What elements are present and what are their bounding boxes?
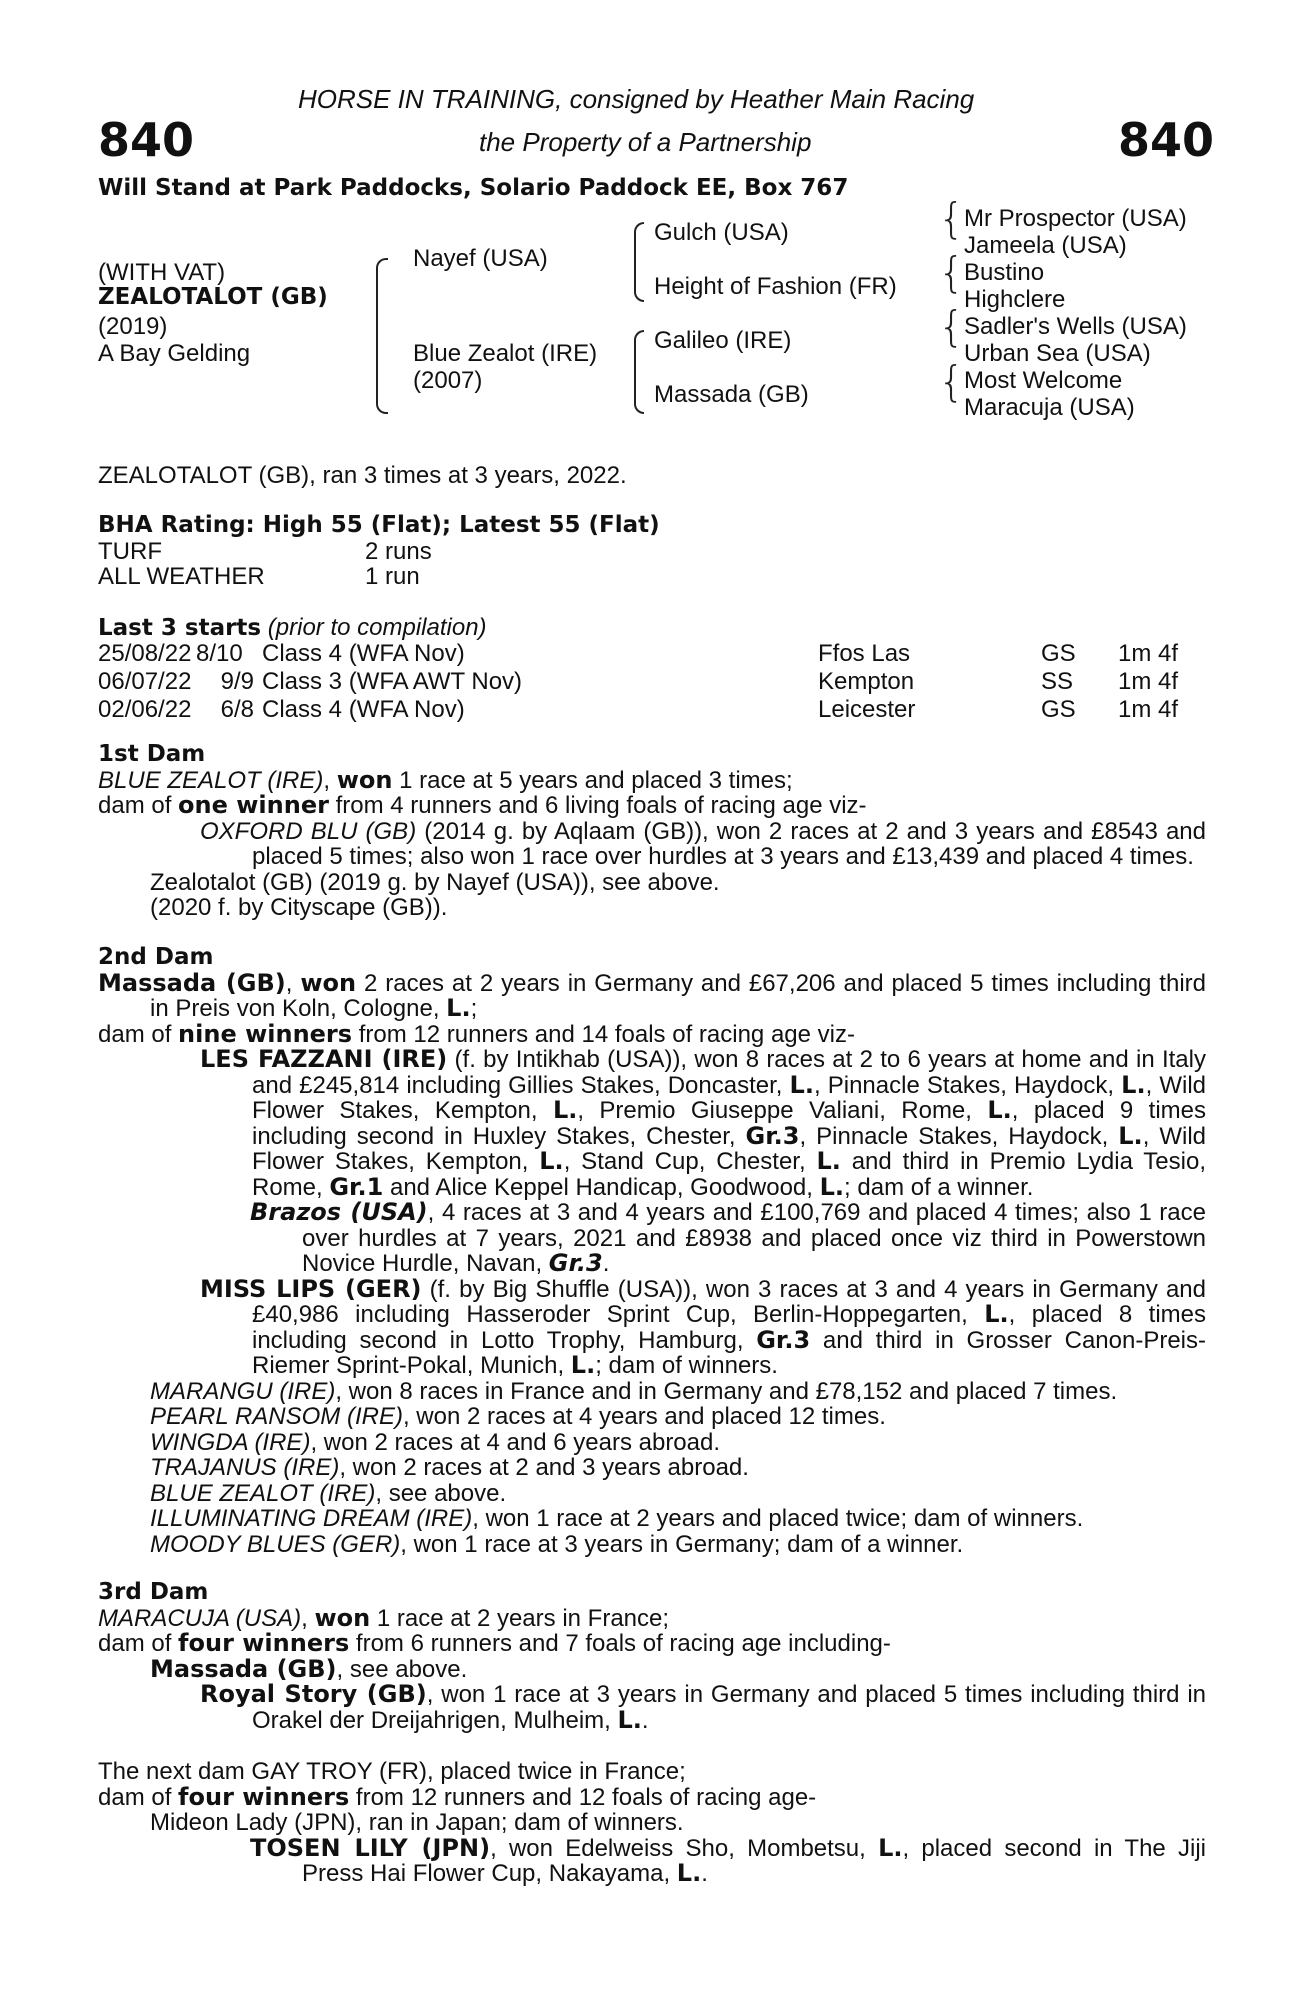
first-dam-produce-a: dam of	[98, 792, 179, 819]
second-dam-winners: nine winners	[178, 1019, 353, 1048]
produce-record: , won 2 races at 4 years and placed 12 times.	[402, 1403, 886, 1430]
produce-massada	[98, 1654, 1206, 1683]
rating-turf-label: TURF	[98, 538, 162, 565]
start-position: 9/9	[220, 668, 254, 695]
produce-zealotalot: Zealotalot (GB) (2019 g. by Nayef (USA)), see above.	[150, 868, 720, 896]
produce-brazos	[98, 1200, 1206, 1277]
pedigree-brace-2b	[634, 330, 644, 414]
produce-name: TOSEN LILY (JPN)	[250, 1833, 491, 1862]
group3-mark: Gr.3	[548, 1249, 603, 1277]
text-run: ; dam of winners.	[595, 1352, 778, 1379]
pedigree-brace-1	[376, 258, 388, 414]
text-run: , Wild Flower Stakes, Kempton,	[252, 1122, 1207, 1175]
group3-mark: Gr.3	[756, 1325, 811, 1354]
horse-year: (2019)	[98, 313, 168, 340]
pedigree-brace-3b: {	[938, 248, 965, 297]
text-run: .	[602, 1250, 610, 1277]
vat-note: (WITH VAT)	[98, 259, 226, 286]
pedigree-brace-2a	[634, 222, 644, 302]
listed-mark: L.	[539, 1147, 564, 1175]
pedigree-g3-1: Mr Prospector (USA)	[964, 205, 1187, 232]
produce-name: TRAJANUS (IRE)	[150, 1454, 340, 1481]
produce-name: MARANGU (IRE)	[150, 1377, 336, 1405]
third-dam-won: won	[314, 1603, 371, 1632]
produce-name: PEARL RANSOM (IRE)	[150, 1403, 403, 1430]
first-dam-won: won	[336, 765, 393, 794]
first-dam-winners: one winner	[178, 791, 329, 819]
last-starts-heading	[98, 614, 487, 642]
horse-description: A Bay Gelding	[98, 340, 251, 367]
produce-marangu	[98, 1379, 1206, 1405]
group1-mark: Gr.1	[329, 1172, 384, 1201]
listed-mark: L.	[617, 1705, 642, 1734]
listed-mark: L.	[1121, 1070, 1146, 1099]
next-dam-section	[98, 1759, 1206, 1887]
pedigree-g3-5: Sadler's Wells (USA)	[964, 313, 1187, 340]
pedigree-g3-4: Highclere	[964, 286, 1066, 313]
second-dam-produce-a: dam of	[98, 1020, 179, 1048]
rating-aw-label: ALL WEATHER	[98, 563, 265, 590]
produce-name: MOODY BLUES (GER)	[150, 1530, 401, 1558]
last-starts-note: (prior to compilation)	[267, 614, 487, 641]
pedigree-g3-8: Maracuja (USA)	[964, 394, 1135, 421]
pedigree-brace-3d: {	[938, 357, 965, 406]
second-dam-record: Massada (GB), won 2 races at 2 years in Germany and £67,206 and placed 5 times including third in Preis von Koln, Cologne, L.;	[98, 968, 1206, 1022]
next-dam-winners: four winners	[178, 1782, 350, 1811]
text-run: (f. by Intikhab (USA)), won 8 races at 2 to 6 years at home and in Italy and £245,814 including Gillies Stakes, Doncaster,	[252, 1046, 1206, 1099]
produce-name: Massada (GB)	[150, 1654, 337, 1683]
first-dam-name: BLUE ZEALOT (IRE)	[98, 766, 324, 794]
produce-oxford-blu	[98, 819, 1206, 870]
listed-mark: L.	[987, 1096, 1012, 1124]
produce-2020-filly: (2020 f. by Cityscape (GB)).	[150, 894, 448, 921]
pedigree-g3-3: Bustino	[964, 259, 1045, 286]
listed-mark: L.	[570, 1351, 596, 1379]
produce-record: , won 2 races at 2 and 3 years abroad.	[339, 1454, 749, 1481]
second-dam-heading: 2nd Dam	[98, 944, 214, 970]
start-row	[98, 640, 1178, 668]
first-dam-section: 1st Dam BLUE ZEALOT (IRE), won 1 race at 5 years and placed 3 times; dam of one winner from 4 runners and 6 living foals of racing age viz- OXFORD BLU (GB) (2014 g. by Aqlaam (GB)), won 2 races at 2 and 3 years and £8543 and placed 5 times; also won 1 race over hurdles at 3 years and £13,439 and placed 4 times. Zealotalot (GB) (2019 g. by Nayef (USA)), see above. (2020 f. by Cityscape (GB)).	[98, 741, 1206, 921]
produce-record: , won 2 races at 4 and 6 years abroad.	[310, 1428, 721, 1456]
produce-pearl-ransom	[98, 1404, 1206, 1430]
pedigree-dam-year: (2007)	[413, 367, 483, 394]
start-distance: 1m 4f	[1118, 696, 1179, 723]
property-line: the Property of a Partnership	[479, 127, 812, 157]
produce-record: , see above.	[375, 1479, 507, 1507]
race-summary: ZEALOTALOT (GB), ran 3 times at 3 years, 2022.	[98, 462, 627, 489]
consignment-line: HORSE IN TRAINING, consigned by Heather Main Racing	[298, 84, 975, 114]
text-run: (f. by Big Shuffle (USA)), won 3 races at 3 and 4 years in Germany and £40,986 including Hasseroder Sprint Cup, Berlin-Hoppegarten,	[252, 1275, 1207, 1328]
third-dam-produce-a: dam of	[98, 1630, 179, 1657]
start-race: Class 4 (WFA Nov)	[262, 640, 465, 667]
listed-mark: L.	[789, 1070, 814, 1099]
produce-les-fazzani	[98, 1047, 1206, 1200]
listed-mark: L.	[1118, 1121, 1143, 1150]
pedigree-brace-3c: {	[938, 302, 965, 351]
produce-name: BLUE ZEALOT (IRE)	[150, 1479, 376, 1507]
text-run: .	[701, 1860, 708, 1887]
pedigree-g3-7: Most Welcome	[964, 367, 1123, 394]
start-distance: 1m 4f	[1118, 640, 1179, 667]
text-run: , Wild Flower Stakes, Kempton,	[252, 1071, 1207, 1124]
start-course: Kempton	[818, 668, 915, 695]
produce-royal-story	[98, 1682, 1206, 1733]
pedigree-dam-sire: Galileo (IRE)	[654, 327, 792, 354]
pedigree-dam: Blue Zealot (IRE)	[413, 340, 598, 367]
start-going: SS	[1041, 668, 1074, 695]
start-position: 6/8	[220, 696, 254, 723]
start-date: 25/08/22	[98, 640, 192, 667]
text-run: , won Edelweiss Sho, Mombetsu,	[490, 1834, 879, 1862]
first-dam-heading: 1st Dam	[98, 741, 206, 767]
pedigree-dam-dam: Massada (GB)	[654, 381, 809, 408]
lot-number-left: 840	[98, 113, 195, 167]
first-dam-record: 1 race at 5 years and placed 3 times;	[392, 766, 793, 794]
listed-mark: L.	[819, 1172, 845, 1201]
listed-mark: L.	[878, 1833, 903, 1862]
horse-name: ZEALOTALOT (GB)	[98, 284, 328, 310]
produce-record: , won 1 race at 2 years and placed twice; dam of winners.	[472, 1505, 1084, 1532]
produce-name: MISS LIPS (GER)	[200, 1274, 422, 1303]
next-dam-produce-c: from 12 runners and 12 foals of racing age-	[349, 1783, 817, 1811]
produce-miss-lips	[98, 1274, 1207, 1379]
text-run: .	[641, 1706, 649, 1734]
stand-line: Will Stand at Park Paddocks, Solario Paddock EE, Box 767	[98, 175, 849, 201]
third-dam-produce-c: from 6 runners and 7 foals of racing age including-	[349, 1630, 891, 1657]
start-course: Leicester	[818, 696, 916, 723]
produce-name: Royal Story (GB)	[200, 1680, 427, 1708]
produce-mideon-lady: Mideon Lady (JPN), ran in Japan; dam of winners.	[150, 1809, 684, 1836]
last-starts-title: Last 3 starts	[98, 615, 262, 641]
third-dam-record: 1 race at 2 years in France;	[370, 1604, 670, 1632]
listed-mark: L.	[816, 1147, 841, 1175]
start-race: Class 3 (WFA AWT Nov)	[262, 668, 523, 695]
text-run: and Alice Keppel Handicap, Goodwood,	[383, 1173, 820, 1201]
produce-name: OXFORD BLU (GB)	[200, 817, 417, 845]
produce-tosen-lily	[98, 1833, 1207, 1887]
second-dam-name: Massada (GB)	[98, 968, 286, 997]
start-date: 06/07/22	[98, 668, 192, 695]
listed-mark: L.	[984, 1300, 1009, 1328]
text-run: and third in Premio Lydia Tesio, Rome,	[252, 1148, 1207, 1201]
listed-mark: L.	[446, 994, 471, 1022]
text-run: ; dam of a winner.	[844, 1173, 1034, 1201]
text-run: and third in Grosser Canon-Preis-Riemer Sprint-Pokal, Munich,	[252, 1326, 1206, 1379]
pedigree-sire-dam: Height of Fashion (FR)	[654, 273, 897, 300]
produce-trajanus	[98, 1455, 1206, 1481]
second-dam-end: ;	[470, 995, 478, 1022]
start-going: GS	[1041, 696, 1076, 723]
text-run: , won 1 race at 3 years in Germany and placed 5 times including third in Orakel der Dreijahrigen, Mulheim,	[252, 1681, 1207, 1734]
start-distance: 1m 4f	[1118, 668, 1179, 695]
produce-name: WINGDA (IRE)	[150, 1428, 311, 1456]
next-dam-produce-a: dam of	[98, 1783, 179, 1811]
listed-mark: L.	[552, 1096, 578, 1124]
start-date: 02/06/22	[98, 696, 192, 723]
produce-illuminating-dream	[98, 1506, 1206, 1532]
produce-record: (2014 g. by Aqlaam (GB)), won 2 races at 2 and 3 years and £8543 and placed 5 times; also won 1 race over hurdles at 3 years and £13,439 and placed 4 times.	[252, 817, 1206, 870]
text-run: , Stand Cup, Chester,	[563, 1148, 817, 1175]
second-dam-won: won	[300, 968, 357, 997]
first-dam-produce-c: from 4 runners and 6 living foals of racing age viz-	[328, 792, 867, 819]
start-row	[98, 696, 1178, 724]
text-run: , Pinnacle Stakes, Haydock,	[813, 1071, 1122, 1099]
third-dam-winners: four winners	[178, 1629, 350, 1657]
start-row	[98, 668, 1178, 696]
pedigree-g3-2: Jameela (USA)	[964, 232, 1127, 259]
produce-wingda	[98, 1430, 1206, 1456]
lot-number-right: 840	[1118, 113, 1215, 167]
produce-record: , see above.	[336, 1655, 468, 1683]
second-dam-produce-c: from 12 runners and 14 foals of racing age viz-	[352, 1020, 855, 1048]
next-dam-line: The next dam GAY TROY (FR), placed twice in France;	[98, 1758, 686, 1785]
pedigree-sire: Nayef (USA)	[413, 245, 548, 272]
start-course: Ffos Las	[818, 640, 911, 667]
text-run: , Premio Giuseppe Valiani, Rome,	[577, 1097, 988, 1124]
start-position: 8/10	[196, 640, 243, 667]
third-dam-section: 3rd Dam MARACUJA (USA), won 1 race at 2 years in France; dam of four winners from 6 runners and 7 foals of racing age including- Massada (GB), see above. Royal Story (GB), won 1 race at 3 years in Germany and placed 5 times including third in Orakel der Dreijahrigen, Mulheim, L..	[98, 1579, 1207, 1734]
text-run: , 4 races at 3 and 4 years and £100,769 and placed 4 times; also 1 race over hurdles at 7 years, 2021 and £8938 and placed once viz third in Powerstown Novice Hurdle, Navan,	[302, 1199, 1206, 1277]
group3-mark: Gr.3	[745, 1121, 800, 1150]
pedigree-brace-3a: {	[938, 194, 965, 243]
pedigree-g3-6: Urban Sea (USA)	[964, 340, 1151, 367]
last-starts-table	[98, 640, 1178, 724]
text-run: , placed 9 times including second in Huxley Stakes, Chester,	[252, 1097, 1206, 1150]
rating-aw-runs: 1 run	[365, 563, 420, 590]
start-race: Class 4 (WFA Nov)	[262, 696, 465, 723]
listed-mark: L.	[676, 1859, 702, 1887]
text-run: , Pinnacle Stakes, Haydock,	[799, 1122, 1119, 1150]
produce-name: LES FAZZANI (IRE)	[200, 1045, 448, 1073]
produce-name: ILLUMINATING DREAM (IRE)	[150, 1505, 473, 1532]
rating-turf-runs: 2 runs	[365, 538, 432, 565]
produce-name: Brazos (USA)	[250, 1198, 428, 1226]
third-dam-heading: 3rd Dam	[98, 1579, 209, 1605]
second-dam-rest: 2 races at 2 years in Germany and £67,206 and placed 5 times including third in Preis von Koln, Cologne,	[150, 969, 1206, 1022]
pedigree-sire-sire: Gulch (USA)	[654, 219, 789, 246]
third-dam-name: MARACUJA (USA)	[98, 1604, 302, 1632]
produce-blue-zealot	[98, 1481, 1206, 1507]
bha-rating: BHA Rating: High 55 (Flat); Latest 55 (Flat)	[98, 512, 660, 538]
second-dam-section	[98, 945, 1206, 1557]
text-run: , placed 8 times including second in Lotto Trophy, Hamburg,	[252, 1301, 1206, 1354]
produce-moody-blues	[98, 1532, 1206, 1558]
produce-record: , won 8 races in France and in Germany and £78,152 and placed 7 times.	[335, 1377, 1118, 1405]
text-run: , placed second in The Jiji Press Hai Flower Cup, Nakayama,	[302, 1834, 1207, 1887]
start-going: GS	[1041, 640, 1076, 667]
produce-record: , won 1 race at 3 years in Germany; dam of a winner.	[400, 1530, 964, 1558]
